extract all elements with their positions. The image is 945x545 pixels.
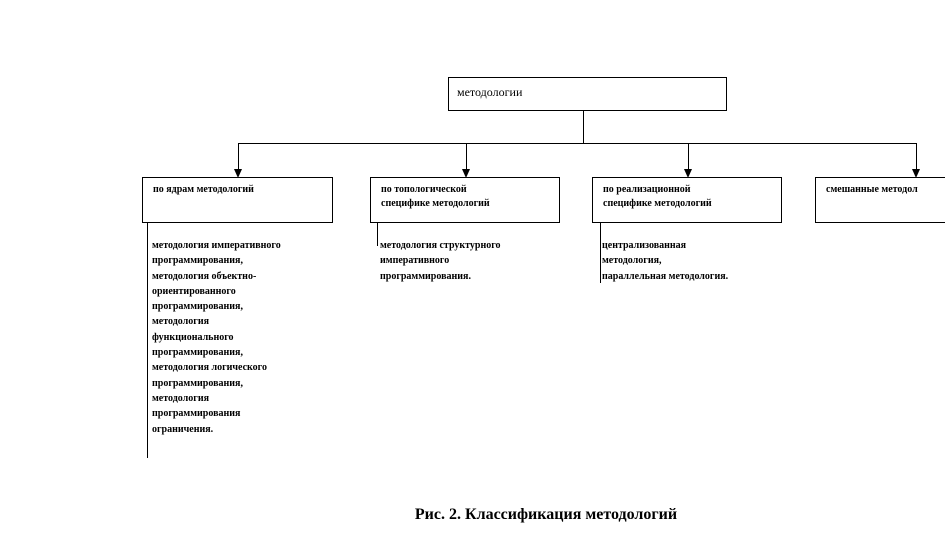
root-node-label: методологии: [457, 85, 523, 99]
category-box-kernels: [142, 177, 333, 223]
root-node-box: [448, 77, 727, 111]
category-box-mixed: [815, 177, 945, 223]
category-label-kernels: по ядрам методологий: [153, 184, 254, 195]
branch-drop-line-3: [688, 143, 689, 169]
branch-horizontal-line: [238, 143, 917, 144]
root-stem-line: [583, 111, 584, 144]
branch-drop-line-1: [238, 143, 239, 169]
branch-drop-line-2: [466, 143, 467, 169]
figure-caption: Рис. 2. Классификация методологий: [414, 506, 678, 523]
branch-drop-line-4: [916, 143, 917, 169]
category-label-topological: по топологической специфике методологий: [381, 184, 490, 209]
category-label-mixed: смешанные методол: [826, 184, 918, 195]
description-bracket-line-3: [600, 223, 601, 283]
category-label-implementation: по реализационной специфике методологий: [603, 184, 712, 209]
description-bracket-line-2: [377, 223, 378, 246]
description-topological: методология структурного императивного программирования.: [380, 240, 501, 282]
category-box-implementation: [592, 177, 782, 223]
description-kernels: методология императивного программирования, методология объектно- ориентированного программирования, методология функционального программирования, методология логического программирования, методология программирования ограничения.: [152, 240, 281, 435]
description-bracket-line-1: [147, 223, 148, 458]
category-box-topological: [370, 177, 560, 223]
description-implementation: централизованная методология, параллельная методология.: [602, 240, 729, 282]
